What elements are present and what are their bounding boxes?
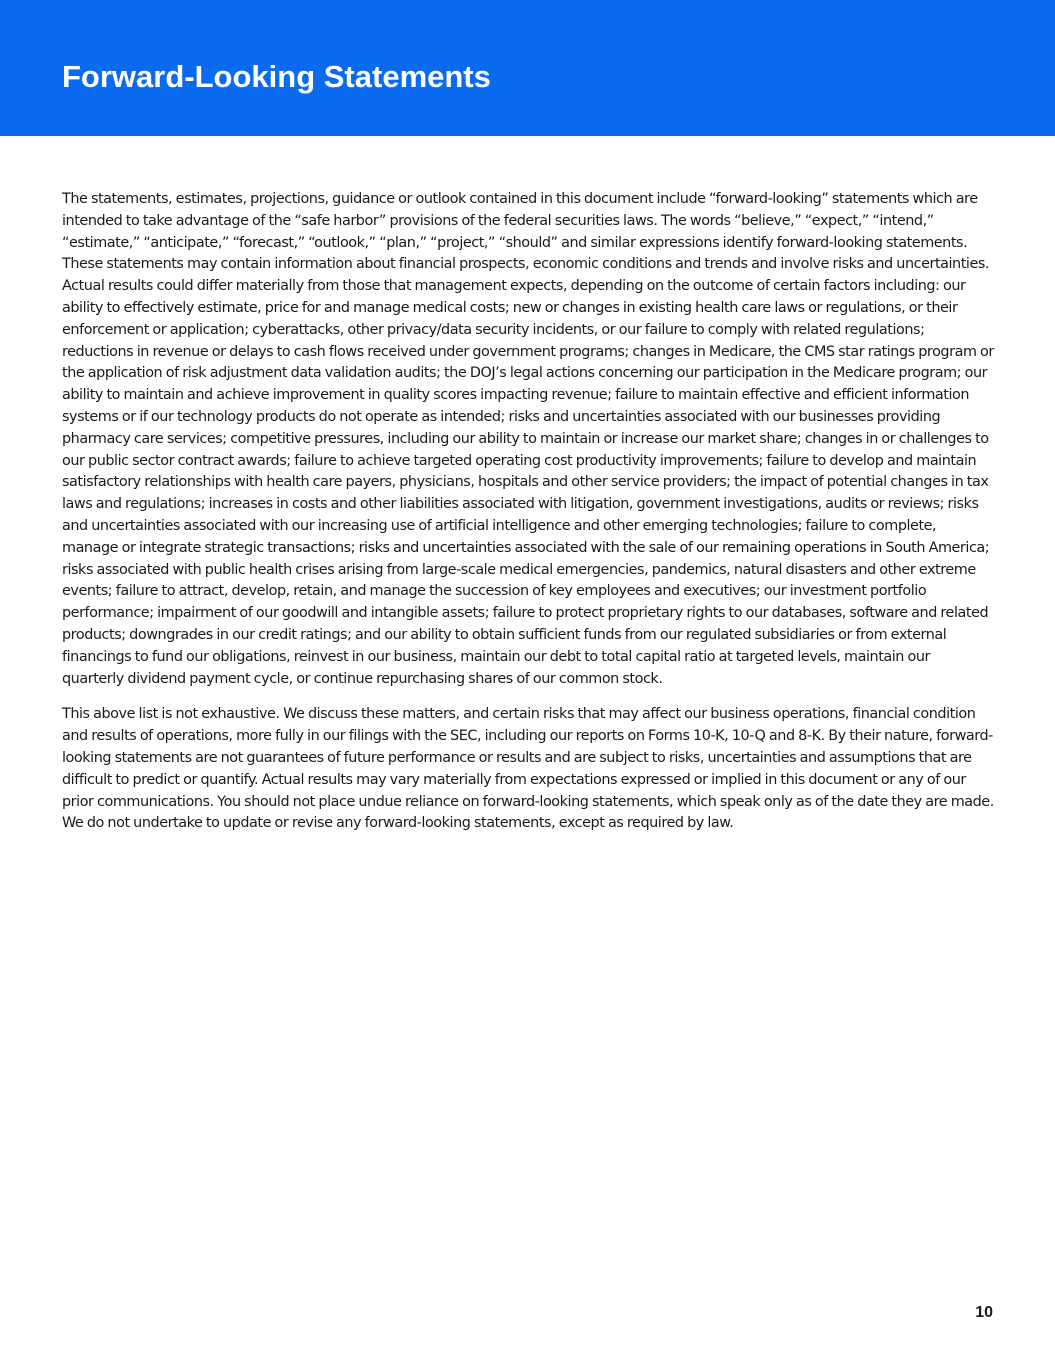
paragraph-forward-looking-risks: The statements, estimates, projections, guidance or outlook contained in this document include “forward-looking” statements which are intended to take advantage of the “safe harbor” provisions of the federal securities laws. The words “believe,” “expect,” “intend,” “estimate,” “anticipate,” “forecast,” “outlook,” “plan,” “project,” “should” and similar expressions identify forward-looking statements. These statements may contain information about financial prospects, economic conditions and trends and involve risks and uncertainties. Actual results could differ materially from those that management expects, depending on the outcome of certain factors including: our ability to effectively estimate, price for and manage medical costs; new or changes in existing health care laws or regulations, or their enforcement or application; cyberattacks, other privacy/data security incidents, or our failure to comply with related regulations; reductions in revenue or delays to cash flows received under government programs; changes in Medicare, the CMS star ratings program or the application of risk adjustment data validation audits; the DOJ’s legal actions concerning our participation in the Medicare program; our ability to maintain and achieve improvement in quality scores impacting revenue; failure to maintain effective and efficient information systems or if our technology products do not operate as intended; risks and uncertainties associated with our businesses providing pharmacy care services; competitive pressures, including our ability to maintain or increase our market share; changes in or challenges to our public sector contract awards; failure to achieve targeted operating cost productivity improvements; failure to develop and maintain satisfactory relationships with health care payers, physicians, hospitals and other service providers; the impact of potential changes in tax laws and regulations; increases in costs and other liabilities associated with litigation, government investigations, audits or reviews; risks and uncertainties associated with our increasing use of artificial intelligence and other emerging technologies; failure to complete, manage or integrate strategic transactions; risks and uncertainties associated with the sale of our remaining operations in South America; risks associated with public health crises arising from large-scale medical emergencies, pandemics, natural disasters and other extreme events; failure to attract, develop, retain, and manage the succession of key employees and executives; our investment portfolio performance; impairment of our goodwill and intangible assets; failure to protect proprietary rights to our databases, software and related products; downgrades in our credit ratings; and our ability to obtain sufficient funds from our regulated subsidiaries or from external financings to fund our obligations, reinvest in our business, maintain our debt to total capital ratio at targeted levels, maintain our quarterly dividend payment cycle, or continue repurchasing shares of our common stock. [62, 191, 994, 687]
page-number: 10 [975, 1304, 993, 1321]
body-text [62, 189, 994, 849]
page-title: Forward-Looking Statements [62, 59, 491, 94]
header-band [0, 0, 1055, 136]
paragraph-list-not-exhaustive: This above list is not exhaustive. We discuss these matters, and certain risks that may affect our business operations, financial condition and results of operations, more fully in our filings with the SEC, including our reports on Forms 10-K, 10-Q and 8-K. By their nature, forward-looking statements are not guarantees of future performance or results and are subject to risks, uncertainties and assumptions that are difficult to predict or quantify. Actual results may vary materially from expectations expressed or implied in this document or any of our prior communications. You should not place undue reliance on forward-looking statements, which speak only as of the date they are made. We do not undertake to update or revise any forward-looking statements, except as required by law. [62, 706, 994, 832]
